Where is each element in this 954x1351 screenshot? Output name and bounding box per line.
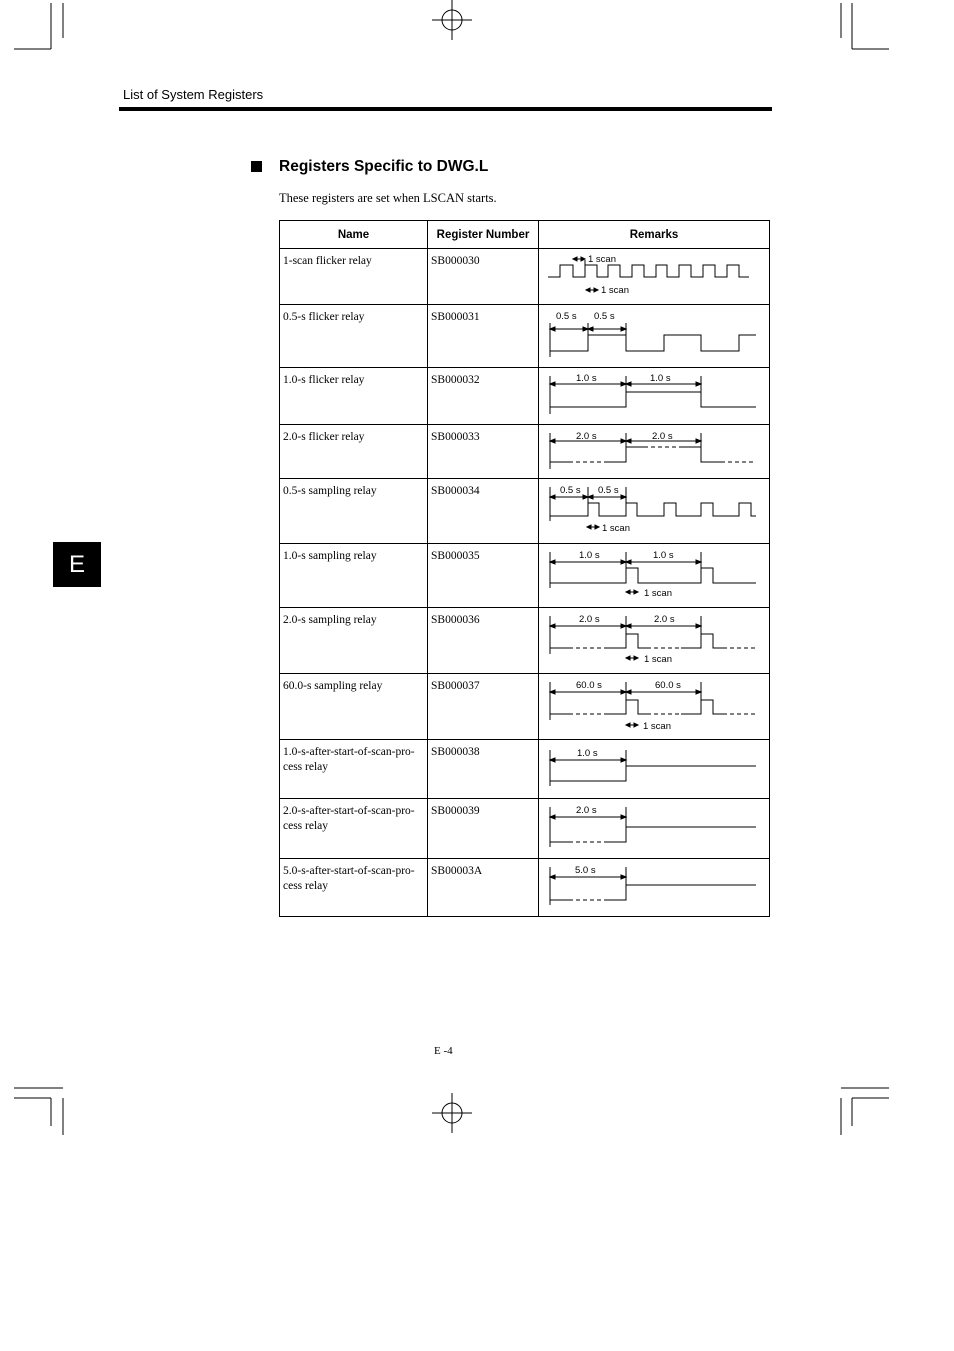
register-number: SB000036 xyxy=(428,608,539,674)
timing-diagram xyxy=(539,544,770,608)
register-number: SB000030 xyxy=(428,249,539,305)
diagram-label: 1.0 s xyxy=(653,550,674,561)
diagram-label: 1 scan xyxy=(601,285,629,296)
table-row xyxy=(280,368,770,425)
diagram-label: 0.5 s xyxy=(556,311,577,322)
timing-chart-0-5s-sampling xyxy=(539,479,769,543)
diagram-label: 1 scan xyxy=(644,588,672,599)
table-row xyxy=(280,544,770,608)
diagram-label: 0.5 s xyxy=(560,485,581,496)
diagram-label: 1 scan xyxy=(588,254,616,265)
timing-diagram xyxy=(539,740,770,799)
register-number: SB000032 xyxy=(428,368,539,425)
register-name: 60.0-s sampling relay xyxy=(280,674,428,740)
timing-chart-2-0s-flicker xyxy=(539,425,769,478)
register-number: SB000038 xyxy=(428,740,539,799)
table-row xyxy=(280,608,770,674)
diagram-label: 1 scan xyxy=(643,721,671,732)
timing-chart-1-0s-after-start xyxy=(539,740,769,798)
register-name: 2.0-s flicker relay xyxy=(280,425,428,479)
timing-diagram xyxy=(539,249,770,305)
table-row xyxy=(280,305,770,368)
timing-chart-60-0s-sampling xyxy=(539,674,769,739)
diagram-label: 2.0 s xyxy=(576,431,597,442)
column-header-name: Name xyxy=(280,221,428,249)
diagram-label: 1 scan xyxy=(644,654,672,665)
register-name: 1.0-s flicker relay xyxy=(280,368,428,425)
timing-diagram xyxy=(539,608,770,674)
diagram-label: 1.0 s xyxy=(576,373,597,384)
register-name: 0.5-s sampling relay xyxy=(280,479,428,544)
table-row xyxy=(280,740,770,799)
timing-chart-1-scan-flicker xyxy=(539,249,769,304)
timing-diagram xyxy=(539,799,770,859)
timing-chart-2-0s-sampling xyxy=(539,608,769,673)
registers-table xyxy=(279,220,770,917)
column-header-remarks: Remarks xyxy=(539,221,770,249)
register-number: SB000034 xyxy=(428,479,539,544)
timing-diagram xyxy=(539,479,770,544)
diagram-label: 1.0 s xyxy=(650,373,671,384)
timing-diagram xyxy=(539,368,770,425)
table-header-row xyxy=(280,221,770,249)
timing-diagram xyxy=(539,674,770,740)
register-name: 1-scan flicker relay xyxy=(280,249,428,305)
register-name: 2.0-s sampling relay xyxy=(280,608,428,674)
diagram-label: 0.5 s xyxy=(594,311,615,322)
diagram-label: 1 scan xyxy=(602,523,630,534)
column-header-register-number: Register Number xyxy=(428,221,539,249)
register-name: 2.0-s-after-start-of-scan-pro-cess relay xyxy=(280,799,428,859)
table-row xyxy=(280,425,770,479)
register-name: 1.0-s-after-start-of-scan-pro-cess relay xyxy=(280,740,428,799)
table-row xyxy=(280,799,770,859)
diagram-label: 2.0 s xyxy=(576,805,597,816)
running-header: List of System Registers xyxy=(123,87,264,102)
timing-diagram xyxy=(539,425,770,479)
section-intro: These registers are set when LSCAN starts. xyxy=(279,191,497,205)
register-number: SB000031 xyxy=(428,305,539,368)
section-title: Registers Specific to DWG.L xyxy=(279,158,489,175)
diagram-label: 2.0 s xyxy=(652,431,673,442)
register-number: SB000035 xyxy=(428,544,539,608)
timing-diagram xyxy=(539,859,770,917)
diagram-label: 1.0 s xyxy=(579,550,600,561)
diagram-label: 2.0 s xyxy=(579,614,600,625)
table-row xyxy=(280,674,770,740)
timing-chart-1-0s-sampling xyxy=(539,544,769,607)
register-name: 0.5-s flicker relay xyxy=(280,305,428,368)
timing-chart-5-0s-after-start xyxy=(539,859,769,916)
diagram-label: 5.0 s xyxy=(575,865,596,876)
page-number: E -4 xyxy=(434,1045,453,1057)
diagram-label: 60.0 s xyxy=(655,680,681,691)
table-row xyxy=(280,249,770,305)
register-name: 1.0-s sampling relay xyxy=(280,544,428,608)
table-row xyxy=(280,479,770,544)
diagram-label: 2.0 s xyxy=(654,614,675,625)
timing-chart-1-0s-flicker xyxy=(539,368,769,424)
register-name: 5.0-s-after-start-of-scan-pro-cess relay xyxy=(280,859,428,917)
diagram-label: 0.5 s xyxy=(598,485,619,496)
timing-diagram xyxy=(539,305,770,368)
table-row xyxy=(280,859,770,917)
register-number: SB00003A xyxy=(428,859,539,917)
diagram-label: 1.0 s xyxy=(577,748,598,759)
section-bullet-icon xyxy=(251,161,262,172)
register-number: SB000039 xyxy=(428,799,539,859)
timing-chart-0-5s-flicker xyxy=(539,305,769,367)
register-number: SB000033 xyxy=(428,425,539,479)
chapter-tab: E xyxy=(53,542,101,587)
diagram-label: 60.0 s xyxy=(576,680,602,691)
header-rule xyxy=(119,107,772,111)
register-number: SB000037 xyxy=(428,674,539,740)
timing-chart-2-0s-after-start xyxy=(539,799,769,858)
